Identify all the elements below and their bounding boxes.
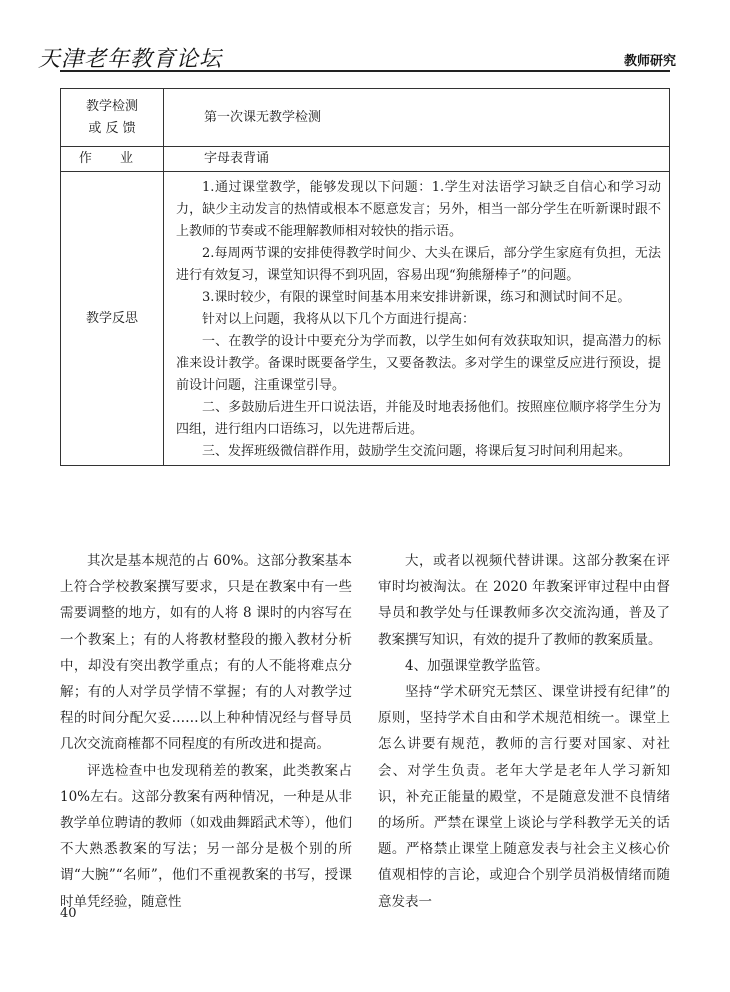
label-cell: 教学反思 (61, 172, 164, 466)
paragraph: 一、在教学的设计中要充分为学而教，以学生如何有效获取知识，提高潜力的标准来设计教学。备课时既要备学生，又要备教法。多对学生的课堂反应进行预设，提前设计问题，注重课堂引导。 (176, 334, 661, 393)
paragraph: 二、多鼓励后进生开口说法语，并能及时地表扬他们。按照座位顺序将学生分为四组，进行组内口语练习，以先进帮后进。 (176, 400, 661, 437)
paragraph: 其次是基本规范的占 60%。这部分教案基本上符合学校教案撰写要求，只是在教案中有一些需要调整的地方，如有的人将 8 课时的内容写在一个教案上；有的人将教材整段的搬入教材分析中，却没有突出教学重点；有的人不能将难点分解；有的人对学员学情不掌握；有的人对教学过程的时间分配欠妥……以上种种情况经与督导员几次交流商榷都不同程度的有所改进和提高。 (60, 553, 352, 753)
label-cell (61, 89, 164, 147)
paragraph: 大，或者以视频代替讲课。这部分教案在评审时均被淘汰。在 2020 年教案评审过程中由督导员和教学处与任课教师多次交流沟通，普及了教案撰写知识，有效的提升了教师的教案质量。 (378, 553, 670, 648)
lesson-plan-table (60, 88, 670, 466)
paragraph: 三、发挥班级微信群作用，鼓励学生交流问题，将课后复习时间利用起来。 (202, 444, 632, 459)
table-row (61, 172, 670, 466)
journal-logo: 天津老年教育论坛 (38, 47, 223, 72)
paragraph: 2.每周两节课的安排使得教学时间少、大头在课后，部分学生家庭有负担，无法进行有效复习，课堂知识得不到巩固，容易出现“狗熊掰棒子”的问题。 (176, 246, 661, 283)
table-row (61, 89, 670, 147)
body-column-right (378, 548, 670, 915)
paragraph: 针对以上问题，我将从以下几个方面进行提高： (202, 312, 476, 327)
header-divider (60, 70, 670, 72)
paragraph: 坚持“学术研究无禁区、课堂讲授有纪律”的原则，坚持学术自由和学术规范相统一。课堂上怎么讲要有规范，教师的言行要对国家、对社会、对学生负责。老年大学是老年人学习新知识，补充正能量的殿堂，不是随意发泄不良情绪的场所。严禁在课堂上谈论与学科教学无关的话题。严格禁止课堂上随意发表与社会主义核心价值观相悖的言论，或迎合个别学员消极情绪而随意发表一 (378, 684, 670, 910)
value-cell: 第一次课无教学检测 (164, 89, 670, 147)
value-cell: 字母表背诵 (164, 147, 670, 172)
label-cell: 作 业 (61, 147, 164, 172)
reflection-cell (164, 172, 670, 466)
paragraph: 1.通过课堂教学，能够发现以下问题：1.学生对法语学习缺乏自信心和学习动力，缺少主动发言的热情或根本不愿意发言；另外，相当一部分学生在听新课时跟不上教师的节奏或不能理解教师相对较快的指示语。 (176, 180, 661, 239)
page-number: 40 (60, 906, 77, 921)
table-row (61, 147, 670, 172)
paragraph: 评选检查中也发现稍差的教案，此类教案占 10%左右。这部分教案有两种情况，一种是从非教学单位聘请的教师（如戏曲舞蹈武术等），他们不大熟悉教案的写法；另一部分是极个别的所谓“大腕”“名师”，他们不重视教案的书写，授课时单凭经验，随意性 (60, 762, 352, 910)
section-heading: 4、加强课堂教学监管。 (405, 657, 549, 674)
paragraph: 3.课时较少，有限的课堂时间基本用来安排讲新课，练习和测试时间不足。 (202, 290, 631, 305)
label-line: 或 反 馈 (88, 120, 136, 136)
body-column-left (60, 548, 352, 915)
label-line: 教学检测 (85, 98, 138, 114)
section-title: 教师研究 (623, 54, 676, 69)
